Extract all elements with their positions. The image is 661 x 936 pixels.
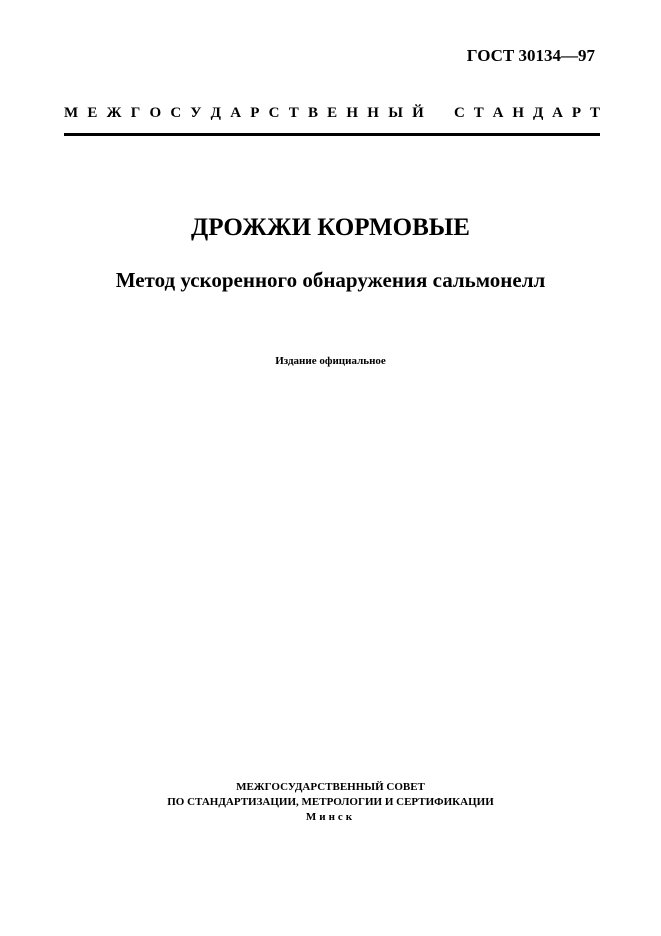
category-letter: В — [307, 105, 318, 121]
category-letter: Й — [412, 105, 424, 121]
category-letter: Е — [327, 105, 338, 121]
category-letter: Т — [473, 105, 484, 121]
category-letter: Ж — [106, 105, 122, 121]
category-letter: А — [552, 105, 563, 121]
category-letter: О — [149, 105, 162, 121]
category-letter: Т — [589, 105, 600, 121]
category-letter: Н — [512, 105, 525, 121]
category-letter: Р — [571, 105, 582, 121]
category-letter: Р — [250, 105, 260, 121]
publisher-line-2: ПО СТАНДАРТИЗАЦИИ, МЕТРОЛОГИИ И СЕРТИФИКАЦИИ — [167, 796, 494, 808]
category-letter: С — [170, 105, 182, 121]
publisher-line-1: МЕЖГОСУДАРСТВЕННЫЙ СОВЕТ — [236, 781, 425, 793]
category-letter: М — [64, 105, 79, 121]
category-letter: Д — [210, 105, 221, 121]
edition-note: Издание официальное — [275, 355, 386, 367]
category-letter: Т — [288, 105, 299, 121]
category-letter: У — [190, 105, 202, 121]
document-title: ДРОЖЖИ КОРМОВЫЕ — [191, 214, 470, 241]
category-letter: С — [268, 105, 280, 121]
category-word-interstate — [64, 105, 424, 122]
standard-category — [64, 105, 600, 122]
category-letter: С — [454, 105, 465, 121]
category-letter: Н — [346, 105, 359, 121]
category-letter: Н — [367, 105, 379, 121]
header-rule — [64, 133, 600, 136]
category-letter: Д — [532, 105, 544, 121]
category-letter: Г — [130, 105, 141, 121]
category-word-standard — [454, 105, 600, 122]
standard-number: ГОСТ 30134—97 — [466, 46, 595, 65]
category-letter: А — [230, 105, 242, 121]
publisher-city: Минск — [305, 811, 356, 823]
category-letter: Е — [87, 105, 98, 121]
document-subtitle: Метод ускоренного обнаружения сальмонелл — [115, 268, 546, 292]
category-letter: А — [492, 105, 504, 121]
category-letter: Ы — [388, 105, 403, 121]
publisher-block — [0, 780, 661, 825]
